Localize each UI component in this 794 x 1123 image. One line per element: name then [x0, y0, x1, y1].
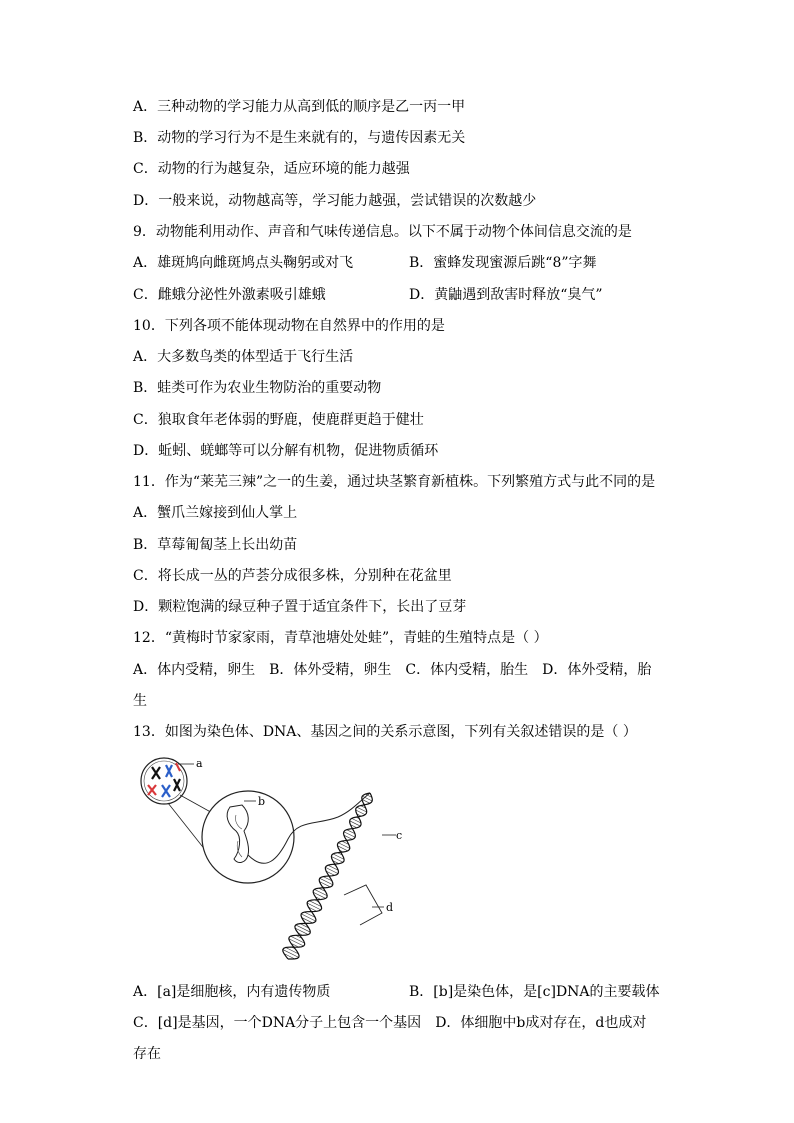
q12-option-b: B．体外受精，卵生: [269, 662, 392, 678]
q10-option-c: C．狼取食年老体弱的野鹿，使鹿群更趋于健壮: [133, 412, 424, 428]
q12-option-d: D．体外受精，胎: [542, 662, 652, 678]
q9-option-d: D．黄鼬遇到敌害时释放“臭气”: [409, 287, 603, 303]
q10-option-b: B．蛙类可作为农业生物防治的重要动物: [133, 380, 382, 396]
q8-option-a: A．三种动物的学习能力从高到低的顺序是乙一丙一甲: [133, 99, 466, 115]
label-c: c: [396, 829, 403, 842]
q9-option-b: B．蜜蜂发现蜜源后跳“8”字舞: [409, 255, 597, 271]
q13-stem: 13．如图为染色体、DNA、基因之间的关系示意图，下列有关叙述错误的是（ ）: [133, 724, 637, 740]
q13-option-c: C．[d]是基因，一个DNA分子上包含一个基因: [133, 1015, 422, 1031]
q11-option-d: D．颗粒饱满的绿豆种子置于适宜条件下，长出了豆芽: [133, 599, 467, 615]
label-b: b: [258, 795, 266, 808]
q11-option-a: A．蟹爪兰嫁接到仙人掌上: [133, 505, 298, 521]
dna-backbone-strand-2: [283, 793, 373, 959]
chromosome-zoom-circle: [202, 791, 294, 883]
base-pair-rung: [344, 832, 355, 838]
q13-options-row-2: [133, 1014, 646, 1032]
q9-option-c: C．雌蛾分泌性外激素吸引雄蛾: [133, 287, 326, 303]
q12-option-a: A．体内受精，卵生: [133, 662, 256, 678]
q12-options-row: [133, 661, 651, 679]
q12-stem: 12．“黄梅时节家家雨，青草池塘处处蛙”，青蛙的生殖特点是（ ）: [133, 630, 548, 646]
q8-option-c: C．动物的行为越复杂，适应环境的能力越强: [133, 161, 410, 177]
q10-option-d: D．蚯蚓、蜣螂等可以分解有机物，促进物质循环: [133, 443, 439, 459]
q9-option-row-1: [133, 254, 353, 272]
q10-stem: 10．下列各项不能体现动物在自然界中的作用的是: [133, 318, 445, 334]
q13-option-b: B．[b]是染色体，是[c]DNA的主要载体: [409, 984, 660, 1000]
gene-bracket: [344, 885, 382, 925]
q9-option-a: A．雄斑鸠向雌斑鸠点头鞠躬或对飞: [133, 255, 354, 271]
q9-stem: 9．动物能利用动作、声音和气味传递信息。以下不属于动物个体间信息交流的是: [133, 224, 632, 240]
label-d: d: [386, 901, 394, 914]
q13-option-d-wrap: 存在: [133, 1046, 161, 1062]
q8-option-d: D．一般来说，动物越高等，学习能力越强，尝试错误的次数越少: [133, 193, 537, 209]
q12-option-d-wrap: 生: [133, 693, 147, 709]
q11-stem: 11．作为“莱芜三辣”之一的生姜，通过块茎繁育新植株。下列繁殖方式与此不同的是: [133, 474, 656, 490]
q8-option-b: B．动物的学习行为不是生来就有的，与遗传因素无关: [133, 130, 466, 146]
cell-nucleus-drawing: [141, 758, 187, 804]
q11-option-c: C．将长成一丛的芦荟分成很多株，分别种在花盆里: [133, 568, 452, 584]
chromosome-dna-gene-figure: [138, 755, 418, 965]
dna-double-helix: [283, 793, 373, 959]
q11-option-b: B．草莓匍匐茎上长出幼苗: [133, 537, 298, 553]
q13-option-a: A．[a]是细胞核，内有遗传物质: [133, 984, 331, 1000]
label-a: a: [196, 757, 203, 770]
q13-option-d: D．体细胞中b成对存在，d也成对: [435, 1015, 647, 1031]
q10-option-a: A．大多数鸟类的体型适于飞行生活: [133, 349, 354, 365]
q12-option-c: C．体内受精，胎生: [405, 662, 529, 678]
